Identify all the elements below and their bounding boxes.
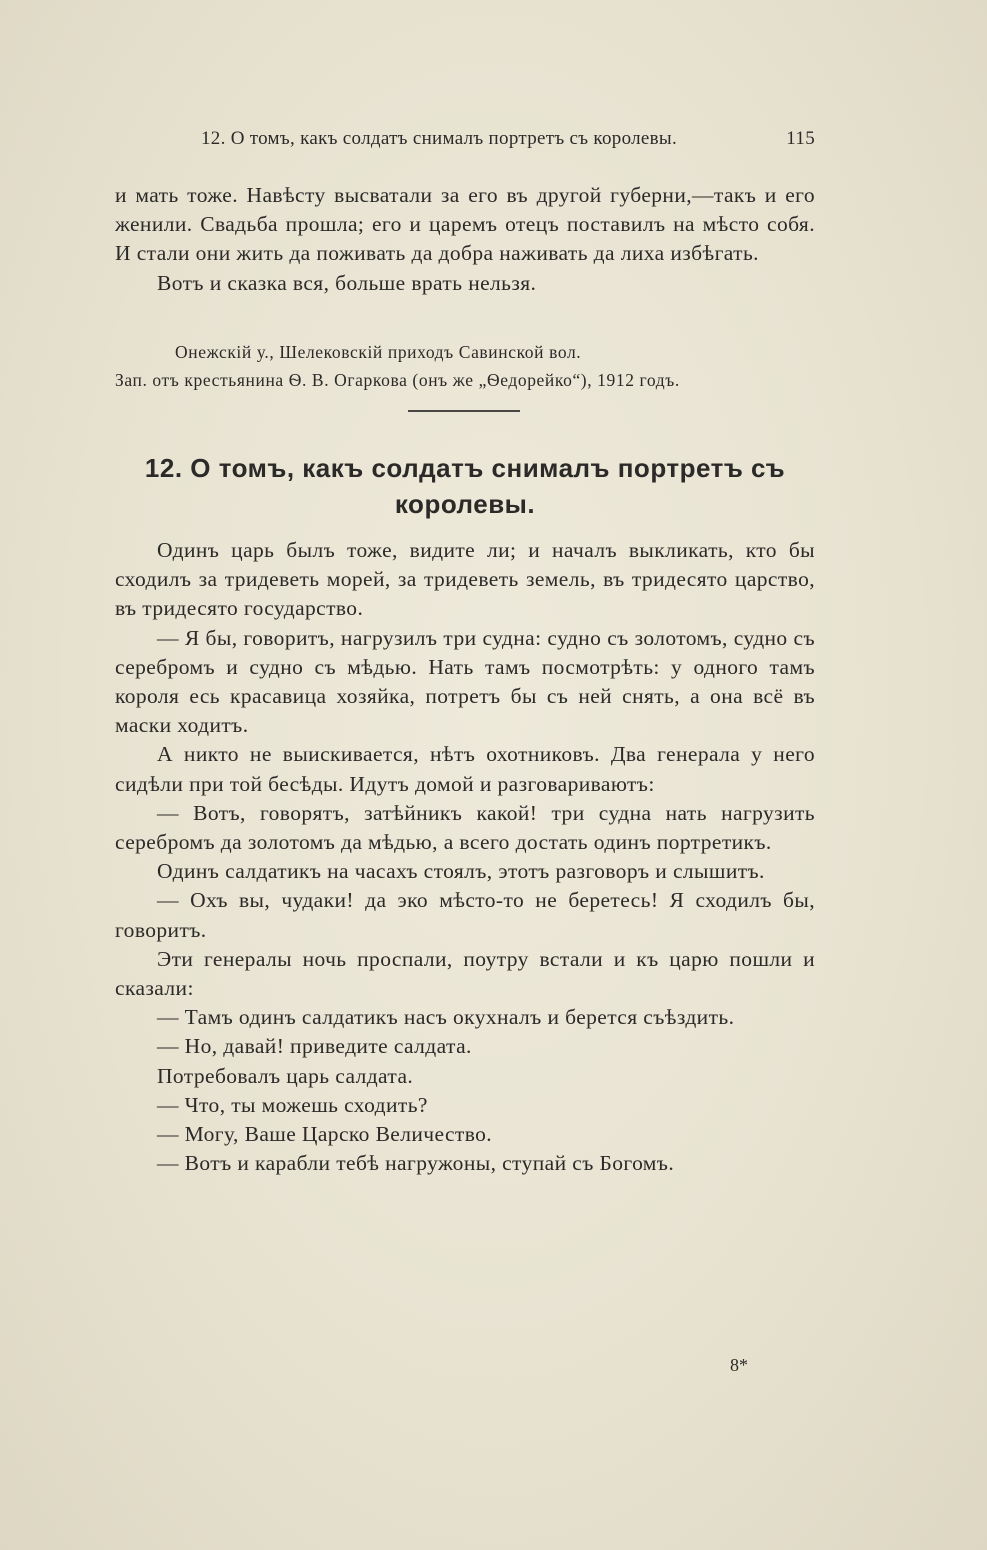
paragraph: А никто не выискивается, нѣтъ охотниковъ. Два генерала у него сидѣли при той бесѣды. Идутъ домой и разговариваютъ:: [115, 742, 815, 796]
paragraph: Эти генералы ночь проспали, поутру встали и къ царю пошли и сказали:: [115, 946, 815, 1001]
paragraph: — Вотъ и карабли тебѣ нагружоны, ступай съ Богомъ.: [157, 1151, 675, 1176]
source-line: Зап. отъ крестьянина Ѳ. В. Огаркова (онъ же „Ѳедорейко“), 1912 годъ.: [115, 370, 680, 390]
paragraph: Одинъ царь былъ тоже, видите ли; и началъ выкликать, кто бы сходилъ за тридеветь морей, за тридеветь земель, въ тридесято царство, въ тридесято государство.: [115, 538, 815, 621]
paragraph: — Могу, Ваше Царско Величество.: [157, 1122, 493, 1147]
previous-tale-ending: [115, 181, 815, 298]
section-divider: [408, 410, 520, 412]
tale-text: [115, 536, 815, 1178]
running-title: 12. О томъ, какъ солдатъ снималъ портретъ съ королевы.: [201, 128, 678, 149]
running-header: [115, 128, 815, 158]
paragraph: — Я бы, говоритъ, нагрузилъ три судна: судно съ золотомъ, судно съ серебромъ и судно съ мѣдью. Нать тамъ посмотрѣть: у одного тамъ короля есь красавица хозяйка, потретъ бы съ ней снять, а она всё въ маски ходитъ.: [115, 625, 815, 738]
paragraph: — Но, давай! приведите салдата.: [157, 1034, 472, 1059]
paragraph: Потребовалъ царь салдата.: [157, 1063, 414, 1088]
paragraph: — Что, ты можешь сходить?: [157, 1092, 428, 1117]
paragraph: — Вотъ, говорятъ, затѣйникъ какой! три судна нать нагрузить серебромъ да золотомъ да мѣдью, а всего достать одинъ портретикъ.: [115, 800, 815, 855]
source-line: Онежскій у., Шелековскій приходъ Савинской вол.: [175, 342, 582, 362]
tale-heading: 12. О томъ, какъ солдатъ снималъ портретъ съ королевы.: [144, 453, 786, 519]
paragraph: и мать тоже. Навѣсту высватали за его въ другой губерни,—такъ и его женили. Свадьба прошла; его и царемъ отецъ поставилъ на мѣсто собя. И стали они жить да поживать да добра наживать да лиха избѣгать.: [115, 183, 815, 266]
signature-mark: 8*: [730, 1355, 748, 1375]
page-number: 115: [786, 128, 815, 149]
source-note: [115, 338, 815, 394]
paragraph: Одинъ салдатикъ на часахъ стоялъ, этотъ разговоръ и слышитъ.: [157, 859, 765, 884]
paragraph: Вотъ и сказка вся, больше врать нельзя.: [157, 270, 537, 295]
paragraph: — Тамъ одинъ салдатикъ насъ окухналъ и берется съѣздить.: [157, 1005, 735, 1030]
paragraph: — Охъ вы, чудаки! да эко мѣсто-то не беретесь! Я сходилъ бы, говоритъ.: [115, 888, 815, 942]
